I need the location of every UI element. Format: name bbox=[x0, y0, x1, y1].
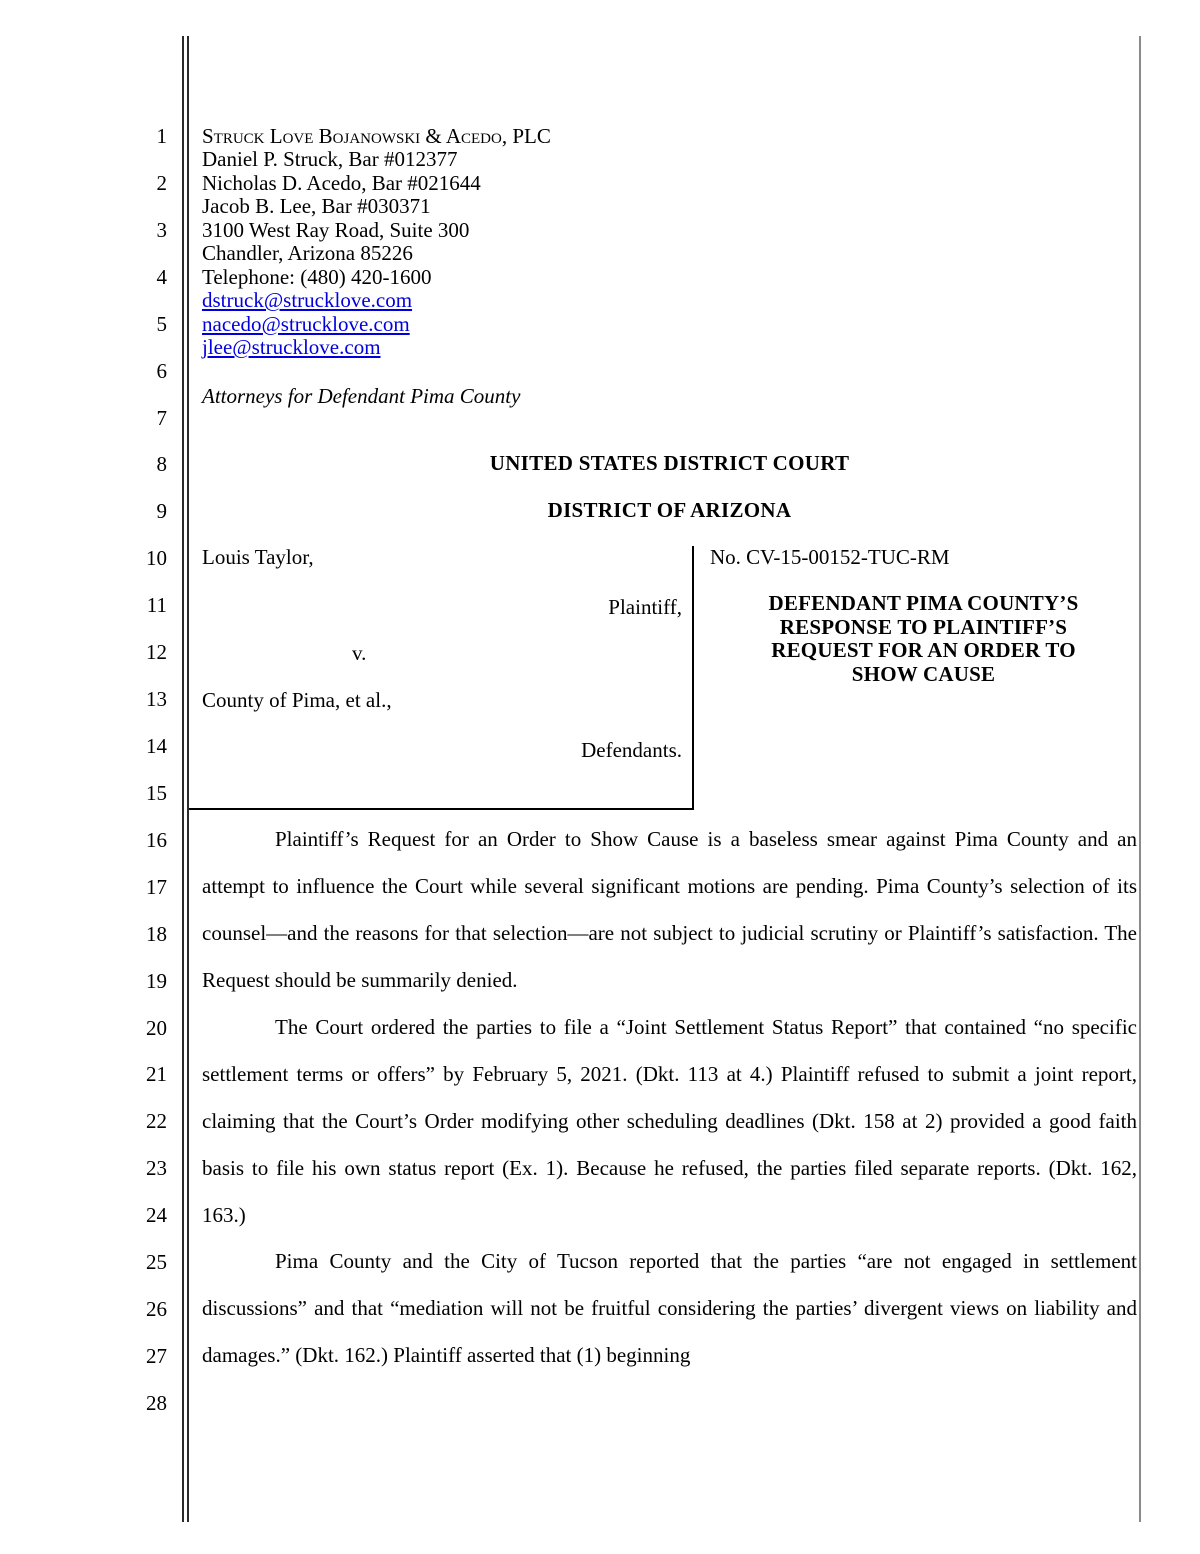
line-number: 26 bbox=[146, 1297, 167, 1322]
attorney-block bbox=[202, 125, 762, 360]
email-link[interactable]: nacedo@strucklove.com bbox=[202, 311, 410, 336]
attorney-line: Nicholas D. Acedo, Bar #021644 bbox=[202, 170, 481, 195]
line-number: 28 bbox=[146, 1390, 167, 1415]
line-number: 6 bbox=[156, 358, 167, 383]
line-number: 17 bbox=[146, 874, 167, 899]
line-number: 10 bbox=[146, 546, 167, 571]
address-line: 3100 West Ray Road, Suite 300 bbox=[202, 217, 470, 242]
case-number: No. CV-15-00152-TUC-RM bbox=[710, 545, 950, 569]
line-number: 24 bbox=[146, 1203, 167, 1228]
line-number: 12 bbox=[146, 640, 167, 665]
representing-line: Attorneys for Defendant Pima County bbox=[202, 384, 521, 408]
line-number: 18 bbox=[146, 921, 167, 946]
line-number: 9 bbox=[156, 499, 167, 524]
line-number: 8 bbox=[156, 452, 167, 477]
line-number: 22 bbox=[146, 1109, 167, 1134]
line-number: 15 bbox=[146, 780, 167, 805]
line-number: 21 bbox=[146, 1062, 167, 1087]
document-title-line: DEFENDANT PIMA COUNTY’S bbox=[768, 591, 1079, 616]
line-number: 27 bbox=[146, 1343, 167, 1368]
defendant-name: County of Pima, et al., bbox=[202, 688, 392, 712]
document-title bbox=[710, 592, 1137, 686]
body-paragraph: Plaintiff’s Request for an Order to Show Cause is a baseless smear against Pima County and an attempt to influence the Court while several significant motions are pending. Pima County’s selection of its counsel—and the reasons for that selection—are not subject to judicial scrutiny or Plaintiff’s satisfaction. The Request should be summarily denied. bbox=[202, 827, 1137, 992]
firm-name: Struck Love Bojanowski & Acedo, PLC bbox=[202, 124, 551, 148]
attorney-line: Jacob B. Lee, Bar #030371 bbox=[202, 194, 431, 219]
line-number: 7 bbox=[156, 405, 167, 430]
document-title-line: RESPONSE TO PLAINTIFF’S bbox=[779, 614, 1068, 639]
body-paragraph: Pima County and the City of Tucson reported that the parties “are not engaged in settlement discussions” and that “mediation will not be fruitful considering the parties’ divergent views on liability and damages.” (Dkt. 162.) Plaintiff asserted that (1) beginning bbox=[202, 1249, 1137, 1368]
left-rule-outer bbox=[182, 36, 184, 1522]
line-number: 1 bbox=[156, 124, 167, 148]
court-district: DISTRICT OF ARIZONA bbox=[547, 498, 792, 522]
line-number-column bbox=[0, 113, 167, 1427]
attorney-line: Daniel P. Struck, Bar #012377 bbox=[202, 147, 458, 172]
versus-label: v. bbox=[352, 641, 367, 665]
right-rule bbox=[1139, 36, 1141, 1522]
case-caption-box bbox=[189, 546, 694, 810]
address-line: Chandler, Arizona 85226 bbox=[202, 241, 413, 266]
line-number: 20 bbox=[146, 1015, 167, 1040]
line-number: 3 bbox=[156, 217, 167, 242]
line-number: 19 bbox=[146, 968, 167, 993]
line-number: 2 bbox=[156, 170, 167, 195]
email-link[interactable]: jlee@strucklove.com bbox=[202, 335, 381, 360]
line-number: 5 bbox=[156, 311, 167, 336]
line-number: 23 bbox=[146, 1156, 167, 1181]
line-number: 16 bbox=[146, 827, 167, 852]
document-title-line: REQUEST FOR AN ORDER TO bbox=[771, 638, 1076, 663]
body-paragraph: The Court ordered the parties to file a “Joint Settlement Status Report” that contained “no specific settlement terms or offers” by February 5, 2021. (Dkt. 113 at 4.) Plaintiff refused to submit a joint report, claiming that the Court’s Order modifying other scheduling deadlines (Dkt. 158 at 2) provided a good faith basis to file his own status report (Ex. 1). Because he refused, the parties filed separate reports. (Dkt. 162, 163.) bbox=[202, 1014, 1137, 1227]
line-number: 14 bbox=[146, 733, 167, 758]
line-number: 13 bbox=[146, 687, 167, 712]
court-name: UNITED STATES DISTRICT COURT bbox=[489, 451, 850, 475]
line-number: 4 bbox=[156, 264, 167, 289]
plaintiff-name: Louis Taylor, bbox=[202, 545, 314, 569]
defendant-role: Defendants. bbox=[581, 738, 682, 762]
plaintiff-role: Plaintiff, bbox=[608, 595, 682, 619]
phone-line: Telephone: (480) 420-1600 bbox=[202, 264, 432, 289]
line-number: 11 bbox=[146, 593, 167, 618]
document-body bbox=[202, 816, 1137, 1379]
email-link[interactable]: dstruck@strucklove.com bbox=[202, 288, 413, 313]
caption-right-column bbox=[710, 546, 1137, 686]
line-number: 25 bbox=[146, 1250, 167, 1275]
document-title-line: SHOW CAUSE bbox=[851, 661, 996, 686]
